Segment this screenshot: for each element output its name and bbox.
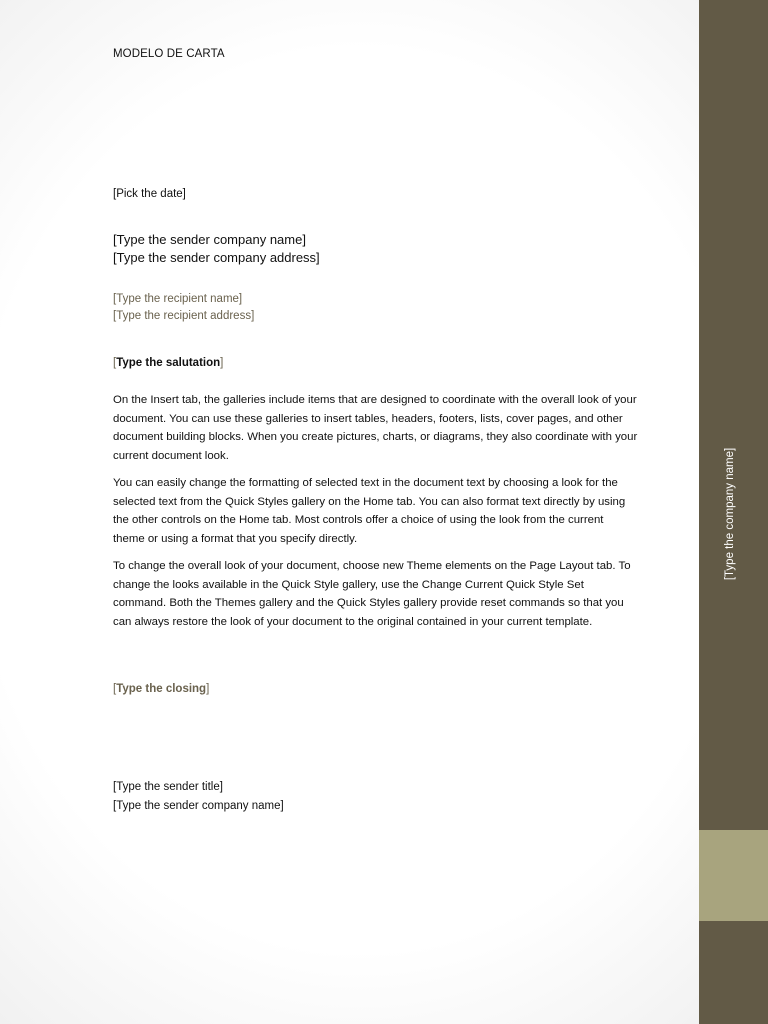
sender-company-address-field[interactable]: [Type the sender company address] [113,250,320,265]
sender-company-name-field[interactable]: [Type the sender company name] [113,232,306,247]
salutation-open-bracket: [ [113,357,117,369]
sender-company-name-footer-field[interactable]: [Type the sender company name] [113,800,284,812]
salutation-text: Type the salutation [116,357,221,369]
date-field[interactable]: [Pick the date] [113,188,186,200]
salutation-close-bracket: ] [220,357,224,369]
closing-open-bracket: [ [113,683,117,695]
recipient-address-field[interactable]: [Type the recipient address] [113,310,255,322]
closing-close-bracket: ] [206,683,210,695]
sidebar-accent-block [699,830,768,921]
body-paragraph: On the Insert tab, the galleries include items that are designed to coordinate with the overall look of your document. You can use these galleries to insert tables, headers, footers, lists, cover pages, and other document building blocks. When you create pictures, charts, or diagrams, they also coordinate with your current document look. [113,394,638,462]
recipient-name-field[interactable]: [Type the recipient name] [113,293,243,305]
salutation-field[interactable] [113,354,223,373]
closing-field[interactable] [113,680,209,699]
sender-title-field[interactable]: [Type the sender title] [113,781,223,793]
sidebar-company-name-text: [Type the company name] [724,447,737,580]
closing-text: Type the closing [116,683,207,695]
sidebar-company-name[interactable] [718,441,742,586]
body-paragraph: To change the overall look of your document, choose new Theme elements on the Page Layout tab. To change the looks available in the Quick Style gallery, use the Change Current Quick Style Set command. Both the Themes gallery and the Quick Styles gallery provide reset commands so that you can always restore the look of your document to the original contained in your current template. [113,560,631,628]
document-header-title: MODELO DE CARTA [113,48,225,60]
body-paragraph: You can easily change the formatting of selected text in the document text by choosing a look for the selected text from the Quick Styles gallery on the Home tab. You can also format text directly by using the other controls on the Home tab. Most controls offer a choice of using the look from the current theme or using a format that you specify directly. [113,477,626,545]
